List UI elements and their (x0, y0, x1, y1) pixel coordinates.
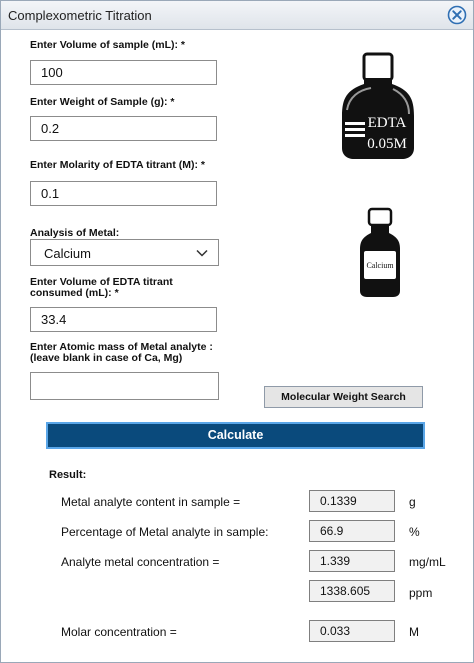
edta-flask-image (337, 52, 419, 162)
volume-input[interactable] (30, 60, 217, 85)
flask-label-molarity: 0.05M (367, 136, 407, 152)
result-value-content: 0.1339 (309, 490, 395, 512)
edta-volume-input[interactable] (30, 307, 217, 332)
result-title: Result: (49, 469, 87, 481)
result-label-molar: Molar concentration = (61, 625, 177, 639)
volume-label: Enter Volume of sample (mL): * (30, 39, 185, 51)
result-unit-mgml: mg/mL (409, 555, 446, 569)
close-icon[interactable] (447, 5, 467, 25)
atomic-mass-label (30, 342, 240, 364)
molarity-input[interactable] (30, 181, 217, 206)
result-unit-ppm: ppm (409, 586, 433, 600)
atomic-mass-label-line1: Enter Atomic mass of Metal analyte : (30, 341, 213, 353)
title-bar (1, 1, 473, 30)
result-unit-content: g (409, 495, 416, 509)
atomic-mass-label-line2: (leave blank in case of Ca, Mg) (30, 352, 183, 364)
weight-label: Enter Weight of Sample (g): * (30, 96, 175, 108)
result-unit-percentage: % (409, 525, 420, 539)
result-value-concentration-ppm: 1338.605 (309, 580, 395, 602)
window-title: Complexometric Titration (8, 8, 152, 23)
molecular-weight-search-button[interactable]: Molecular Weight Search (264, 386, 423, 408)
result-unit-molar: M (409, 625, 419, 639)
atomic-mass-input[interactable] (30, 372, 219, 400)
metal-label: Analysis of Metal: (30, 227, 120, 239)
calculate-button[interactable]: Calculate (46, 422, 425, 449)
calcium-bottle-image (358, 207, 402, 299)
edta-volume-label (30, 277, 240, 299)
molarity-label: Enter Molarity of EDTA titrant (M): * (30, 159, 205, 171)
chevron-down-icon (196, 249, 208, 257)
metal-select[interactable] (30, 239, 219, 266)
weight-input[interactable] (30, 116, 217, 141)
result-label-content: Metal analyte content in sample = (61, 495, 241, 509)
edta-volume-label-line2: consumed (mL): * (30, 287, 119, 299)
result-label-percentage: Percentage of Metal analyte in sample: (61, 525, 269, 539)
edta-volume-label-line1: Enter Volume of EDTA titrant (30, 276, 173, 288)
result-value-concentration-mgml: 1.339 (309, 550, 395, 572)
result-value-molar: 0.033 (309, 620, 395, 642)
result-value-percentage: 66.9 (309, 520, 395, 542)
result-label-concentration: Analyte metal concentration = (61, 555, 220, 569)
bottle-label-calcium: Calcium (366, 261, 394, 270)
metal-selected-value: Calcium (44, 246, 91, 261)
flask-label-edta: EDTA (367, 115, 407, 131)
